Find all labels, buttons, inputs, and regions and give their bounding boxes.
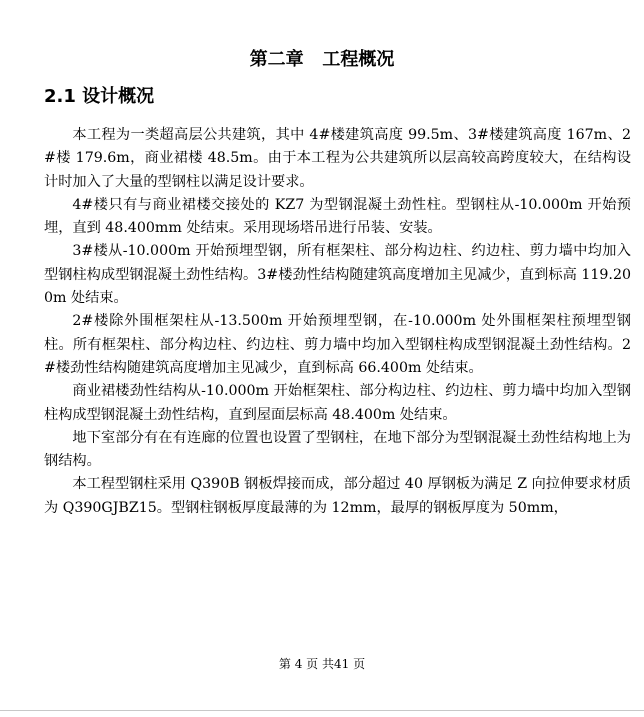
- page-footer: 第 4 页 共41 页: [278, 657, 366, 671]
- paragraph: 本工程型钢柱采用 Q390B 钢板焊接而成，部分超过 40 厚钢板为满足 Z 向拉伸要求材质为 Q390GJBZ15。型钢柱钢板厚度最薄的为 12mm，最厚的钢板厚度为 50mm，: [44, 476, 631, 516]
- paragraph: 本工程为一类超高层公共建筑，其中 4#楼建筑高度 99.5m、3#楼建筑高度 167m、2#楼 179.6m，商业裙楼 48.5m。由于本工程为公共建筑所以层高较高跨度较大，在结构设计时加入了大量的型钢柱以满足设计要求。: [44, 127, 631, 190]
- paragraph: 地下室部分有在有连廊的位置也设置了型钢柱，在地下部分为型钢混凝土劲性结构地上为钢结构。: [44, 429, 631, 470]
- page-bottom-rule: [0, 710, 644, 711]
- paragraph: 2#楼除外围框架柱从-13.500m 开始预埋型钢，在-10.000m 处外围框架柱预埋型钢柱。所有框架柱、部分构边柱、约边柱、剪力墙中均加入型钢柱构成型钢混凝土劲性结构。2#楼劲性结构随建筑高度增加主见减少，直到标高 66.400m 处结束。: [44, 313, 631, 376]
- chapter-title: 第二章 工程概况: [249, 49, 395, 70]
- paragraph: 4#楼只有与商业裙楼交接处的 KZ7 为型钢混凝土劲性柱。型钢柱从-10.000m 开始预埋，直到 48.400mm 处结束。采用现场塔吊进行吊装、安装。: [44, 196, 631, 237]
- paragraph: 3#楼从-10.000m 开始预埋型钢，所有框架柱、部分构边柱、约边柱、剪力墙中均加入型钢柱构成型钢混凝土劲性结构。3#楼劲性结构随建筑高度增加主见减少，直到标高 119.200m 处结束。: [44, 243, 631, 307]
- paragraph: 商业裙楼劲性结构从-10.000m 开始框架柱、部分构边柱、约边柱、剪力墙中均加入型钢柱构成型钢混凝土劲性结构，直到屋面层标高 48.400m 处结束。: [44, 383, 631, 423]
- section-title: 2.1 设计概况: [44, 86, 155, 107]
- body-text: [44, 124, 631, 520]
